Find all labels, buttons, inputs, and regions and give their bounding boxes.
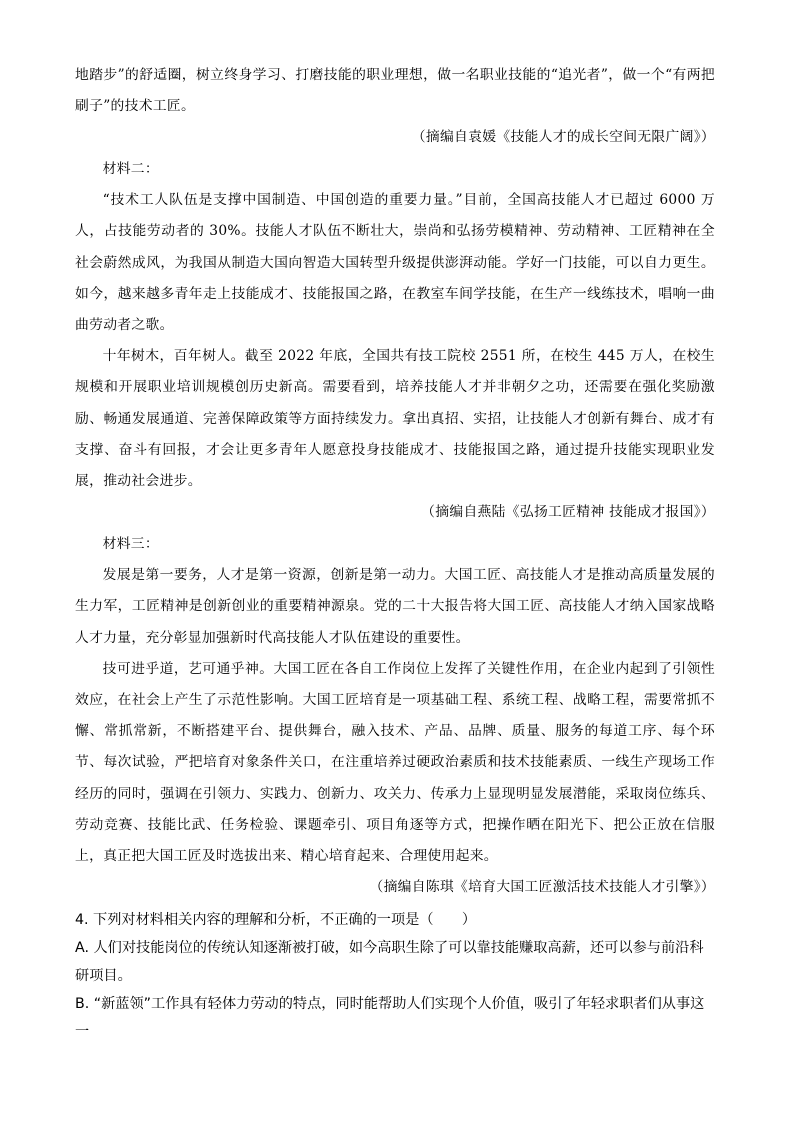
- option-a: A. 人们对技能岗位的传统认知逐渐被打破，如今高职生除了可以靠技能赚取高薪，还可以参与前沿科研项目。: [75, 940, 704, 984]
- material2-source: （摘编自燕陆《弘扬工匠精神 技能成才报国》）: [421, 504, 715, 521]
- material3-heading: 材料三：: [102, 536, 159, 552]
- material2-paragraph-2: 十年树木，百年树人。截至 2022 年底，全国共有技工院校 2551 所，在校生 445 万人，在校生规模和开展职业培训规模创历史新高。需要看到，培养技能人才并非朝夕之功，还需要在强化奖励激励、畅通发展通道、完善保障政策等方面持续发力。拿出真招、实招，让技能人才创新有舞台、成才有支撑、奋斗有回报，才会让更多青年人愿意投身技能成才、技能报国之路，通过提升技能实现职业发展，推动社会进步。: [75, 348, 715, 490]
- material1-tail: [75, 60, 715, 154]
- question-stem: 4. 下列对材料相关内容的理解和分析，不正确的一项是（ ）: [75, 912, 477, 928]
- material2-heading: 材料二：: [102, 161, 159, 177]
- question-4: [75, 906, 715, 1046]
- material1-tail-text: 地踏步”的舒适圈，树立终身学习、打磨技能的职业理想，做一名职业技能的“追光者”，做一个“有两把刷子”的技术工匠。: [75, 67, 715, 115]
- material3-source: （摘编自陈琪《培育大国工匠激活技术技能人才引擎》）: [369, 879, 715, 896]
- option-b: B. “新蓝领”工作具有轻体力劳动的特点，同时能帮助人们实现个人价值，吸引了年轻求职者们从事这一: [75, 996, 705, 1040]
- material3-paragraph-2: 技可进乎道，艺可通乎神。大国工匠在各自工作岗位上发挥了关键性作用，在企业内起到了引领性效应，在社会上产生了示范性影响。大国工匠培育是一项基础工程、系统工程、战略工程，需要常抓不懈、常抓常新，不断搭建平台、提供舞台，融入技术、产品、品牌、质量、服务的每道工序、每个环节、每次试验，严把培育对象条件关口，在注重培养过硬政治素质和技术技能素质、一线生产现场工作经历的同时，强调在引领力、实践力、创新力、攻关力、传承力上显现明显发展潜能，采取岗位练兵、劳动竞赛、技能比武、任务检验、课题牵引、项目角逐等方式，把操作晒在阳光下、把公正放在信服上，真正把大国工匠及时选拔出来、精心培育起来、合理使用起来。: [75, 660, 715, 865]
- material3: [75, 529, 715, 903]
- material1-source: （摘编自袁媛《技能人才的成长空间无限广阔》）: [411, 129, 715, 146]
- material2: [75, 154, 715, 528]
- material2-paragraph-1: “技术工人队伍是支撑中国制造、中国创造的重要力量。”目前，全国高技能人才已超过 6000 万人，占技能劳动者的 30%。技能人才队伍不断壮大，崇尚和弘扬劳模精神、劳动精神、工匠精神在全社会蔚然成风，为我国从制造大国向智造大国转型升级提供澎湃动能。学好一门技能，可以自力更生。如今，越来越多青年走上技能成才、技能报国之路，在教室车间学技能，在生产一线练技术，唱响一曲曲劳动者之歌。: [75, 192, 715, 334]
- material3-paragraph-1: 发展是第一要务，人才是第一资源，创新是第一动力。大国工匠、高技能人才是推动高质量发展的生力军，工匠精神是创新创业的重要精神源泉。党的二十大报告将大国工匠、高技能人才纳入国家战略人才力量，充分彰显加强新时代高技能人才队伍建设的重要性。: [75, 567, 715, 646]
